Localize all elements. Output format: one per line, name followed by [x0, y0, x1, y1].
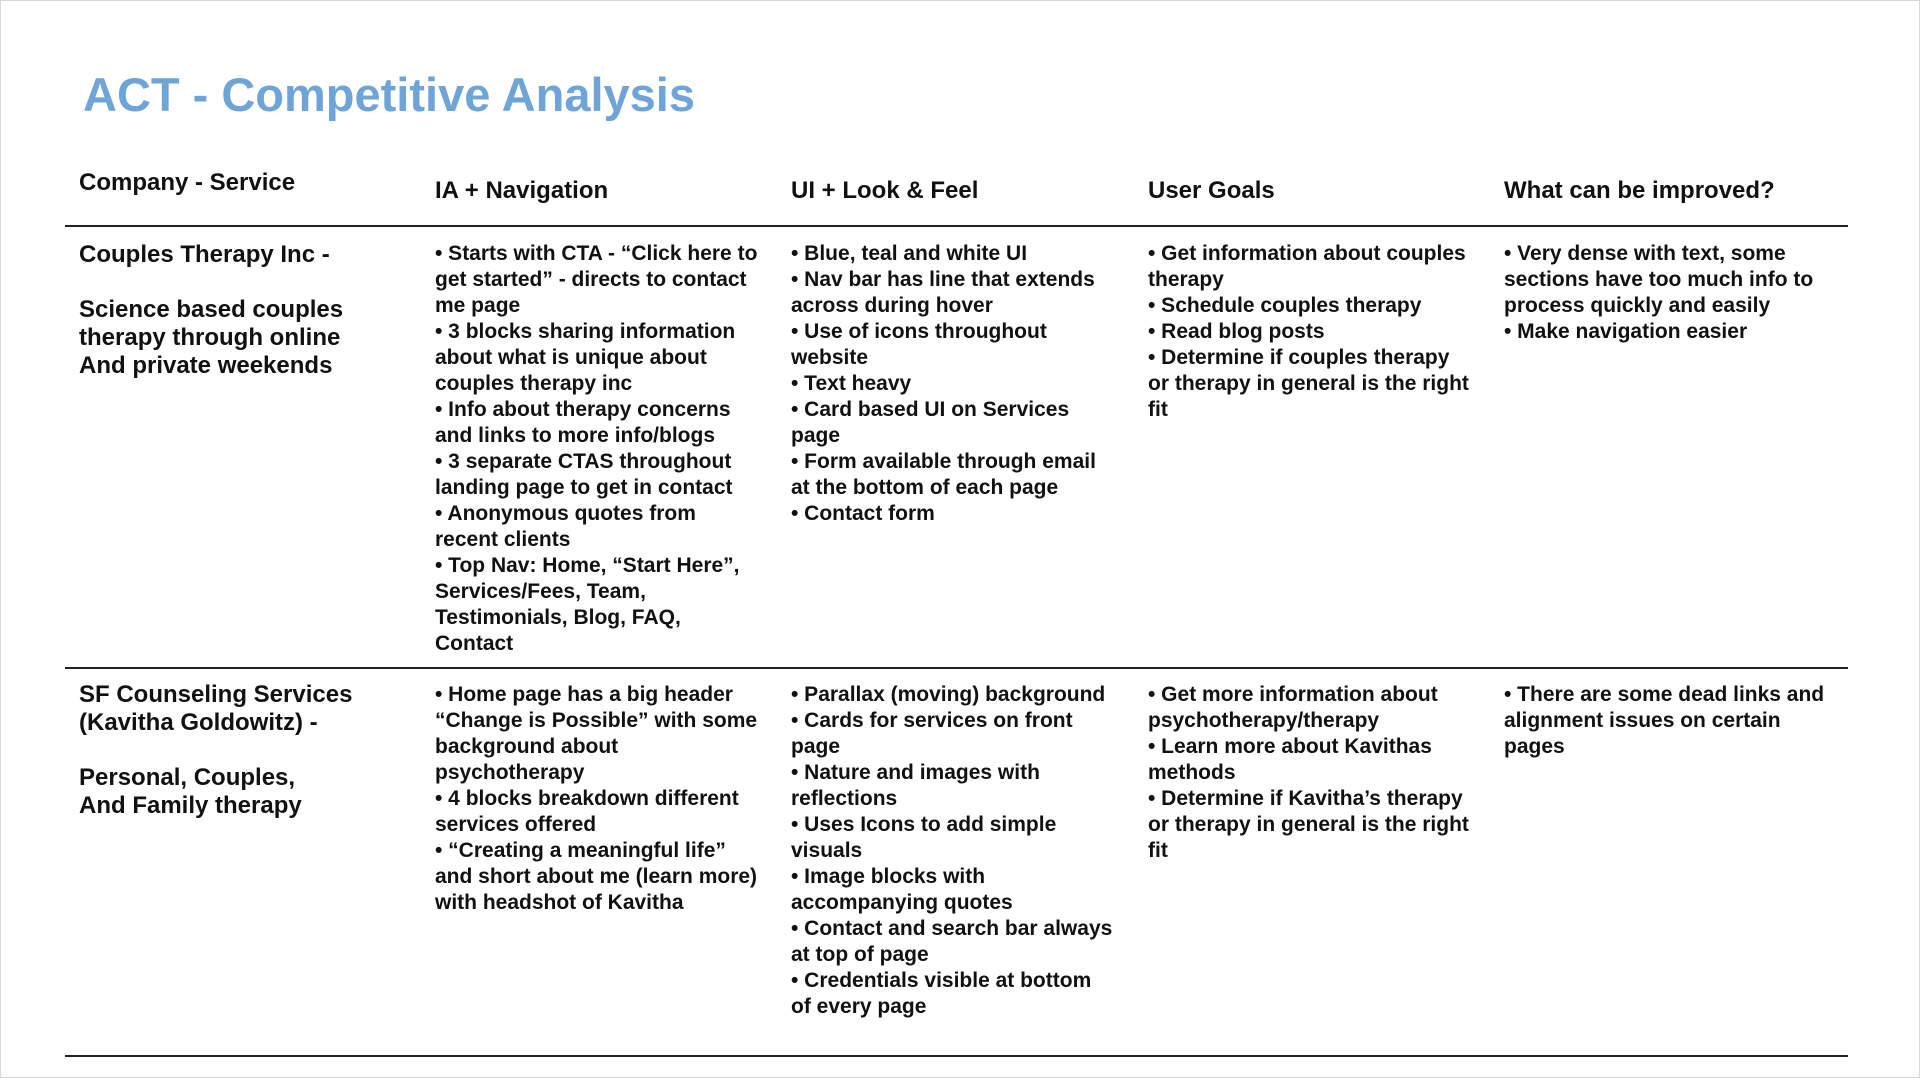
cell-line: or therapy in general is the right — [1148, 372, 1469, 395]
header-company-service: Company - Service — [79, 169, 296, 196]
cell-line: and short about me (learn more) — [435, 865, 758, 888]
cell-line: about what is unique about — [435, 346, 707, 369]
cell-line: couples therapy inc — [435, 372, 633, 395]
cell-line: • Schedule couples therapy — [1148, 294, 1422, 317]
cell-line: or therapy in general is the right — [1148, 813, 1469, 836]
cell-line: recent clients — [435, 528, 571, 551]
cell-line: alignment issues on certain — [1504, 709, 1781, 732]
cell-line: accompanying quotes — [791, 891, 1013, 914]
cell-line: • There are some dead links and — [1504, 683, 1825, 706]
cell-line: pages — [1504, 735, 1565, 758]
cell-line: fit — [1148, 839, 1168, 862]
row-divider — [65, 667, 1848, 669]
cell-line: • Anonymous quotes from — [435, 502, 696, 525]
cell-line: • Read blog posts — [1148, 320, 1325, 343]
cell-line: me page — [435, 294, 521, 317]
cell-line: at the bottom of each page — [791, 476, 1059, 499]
cell-line: • Make navigation easier — [1504, 320, 1748, 343]
cell-line: • Learn more about Kavithas — [1148, 735, 1432, 758]
header-user-goals: User Goals — [1148, 177, 1275, 204]
cell-line: • Cards for services on front — [791, 709, 1073, 732]
cell-line: methods — [1148, 761, 1236, 784]
cell-line: Testimonials, Blog, FAQ, — [435, 606, 681, 629]
cell-line: with headshot of Kavitha — [435, 891, 684, 914]
cell-line: • Home page has a big header — [435, 683, 733, 706]
service-line: therapy through online — [79, 324, 341, 351]
service-line: Personal, Couples, — [79, 764, 296, 791]
page-title: ACT - Competitive Analysis — [83, 68, 695, 121]
cell-line: services offered — [435, 813, 597, 836]
cell-line: “Change is Possible” with some — [435, 709, 758, 732]
cell-line: process quickly and easily — [1504, 294, 1771, 317]
header-ui-look-feel: UI + Look & Feel — [791, 177, 979, 204]
cell-line: at top of page — [791, 943, 929, 966]
cell-line: • Starts with CTA - “Click here to — [435, 242, 758, 265]
row-1-ui-look-feel — [791, 241, 1141, 527]
row-2-ia-navigation — [435, 682, 785, 916]
service-line: And Family therapy — [79, 792, 302, 819]
cell-line: Services/Fees, Team, — [435, 580, 646, 603]
cell-line: • Form available through email — [791, 450, 1096, 473]
row-1-ia-navigation — [435, 241, 785, 657]
cell-line: • Nav bar has line that extends — [791, 268, 1095, 291]
cell-line: psychotherapy/therapy — [1148, 709, 1380, 732]
cell-line: visuals — [791, 839, 863, 862]
company-name: SF Counseling Services — [79, 681, 353, 708]
cell-line: sections have too much info to — [1504, 268, 1814, 291]
cell-line: • “Creating a meaningful life” — [435, 839, 726, 862]
cell-line: • Uses Icons to add simple — [791, 813, 1057, 836]
row-1-user-goals — [1148, 241, 1498, 423]
row-2-improvements — [1504, 682, 1854, 760]
cell-line: • Very dense with text, some — [1504, 242, 1786, 265]
cell-line: • 4 blocks breakdown different — [435, 787, 739, 810]
company-name: (Kavitha Goldowitz) - — [79, 709, 318, 736]
cell-line: • Info about therapy concerns — [435, 398, 731, 421]
cell-line: therapy — [1148, 268, 1224, 291]
cell-line: page — [791, 735, 841, 758]
header-divider — [65, 225, 1848, 227]
cell-line: and links to more info/blogs — [435, 424, 716, 447]
header-ia-navigation: IA + Navigation — [435, 177, 609, 204]
cell-line: psychotherapy — [435, 761, 585, 784]
cell-line: landing page to get in contact — [435, 476, 733, 499]
service-line: Science based couples — [79, 296, 344, 323]
cell-line: get started” - directs to contact — [435, 268, 747, 291]
cell-line: • Text heavy — [791, 372, 912, 395]
cell-line: • Parallax (moving) background — [791, 683, 1106, 706]
row-2-ui-look-feel — [791, 682, 1141, 1020]
cell-line: background about — [435, 735, 619, 758]
company-name: Couples Therapy Inc - — [79, 241, 330, 268]
table-bottom-rule — [65, 1055, 1848, 1057]
spacer — [79, 737, 419, 764]
cell-line: of every page — [791, 995, 927, 1018]
cell-line: page — [791, 424, 841, 447]
row-1-improvements — [1504, 241, 1854, 345]
cell-line: across during hover — [791, 294, 993, 317]
cell-line: • Image blocks with — [791, 865, 986, 888]
service-line: And private weekends — [79, 352, 333, 379]
row-2-company — [79, 681, 419, 820]
cell-line: • Use of icons throughout — [791, 320, 1047, 343]
cell-line: • Determine if couples therapy — [1148, 346, 1450, 369]
cell-line: • Credentials visible at bottom — [791, 969, 1092, 992]
cell-line: website — [791, 346, 869, 369]
cell-line: • Contact form — [791, 502, 935, 525]
cell-line: • Card based UI on Services — [791, 398, 1070, 421]
cell-line: reflections — [791, 787, 898, 810]
cell-line: Contact — [435, 632, 514, 655]
row-2-user-goals — [1148, 682, 1498, 864]
cell-line: fit — [1148, 398, 1168, 421]
cell-line: • Determine if Kavitha’s therapy — [1148, 787, 1463, 810]
cell-line: • 3 blocks sharing information — [435, 320, 736, 343]
cell-line: • Contact and search bar always — [791, 917, 1113, 940]
row-1-company — [79, 241, 419, 380]
header-improvements: What can be improved? — [1504, 177, 1775, 204]
spacer — [79, 269, 419, 296]
cell-line: • Get more information about — [1148, 683, 1438, 706]
cell-line: • Top Nav: Home, “Start Here”, — [435, 554, 740, 577]
cell-line: • Nature and images with — [791, 761, 1040, 784]
cell-line: • 3 separate CTAS throughout — [435, 450, 732, 473]
cell-line: • Blue, teal and white UI — [791, 242, 1028, 265]
cell-line: • Get information about couples — [1148, 242, 1466, 265]
